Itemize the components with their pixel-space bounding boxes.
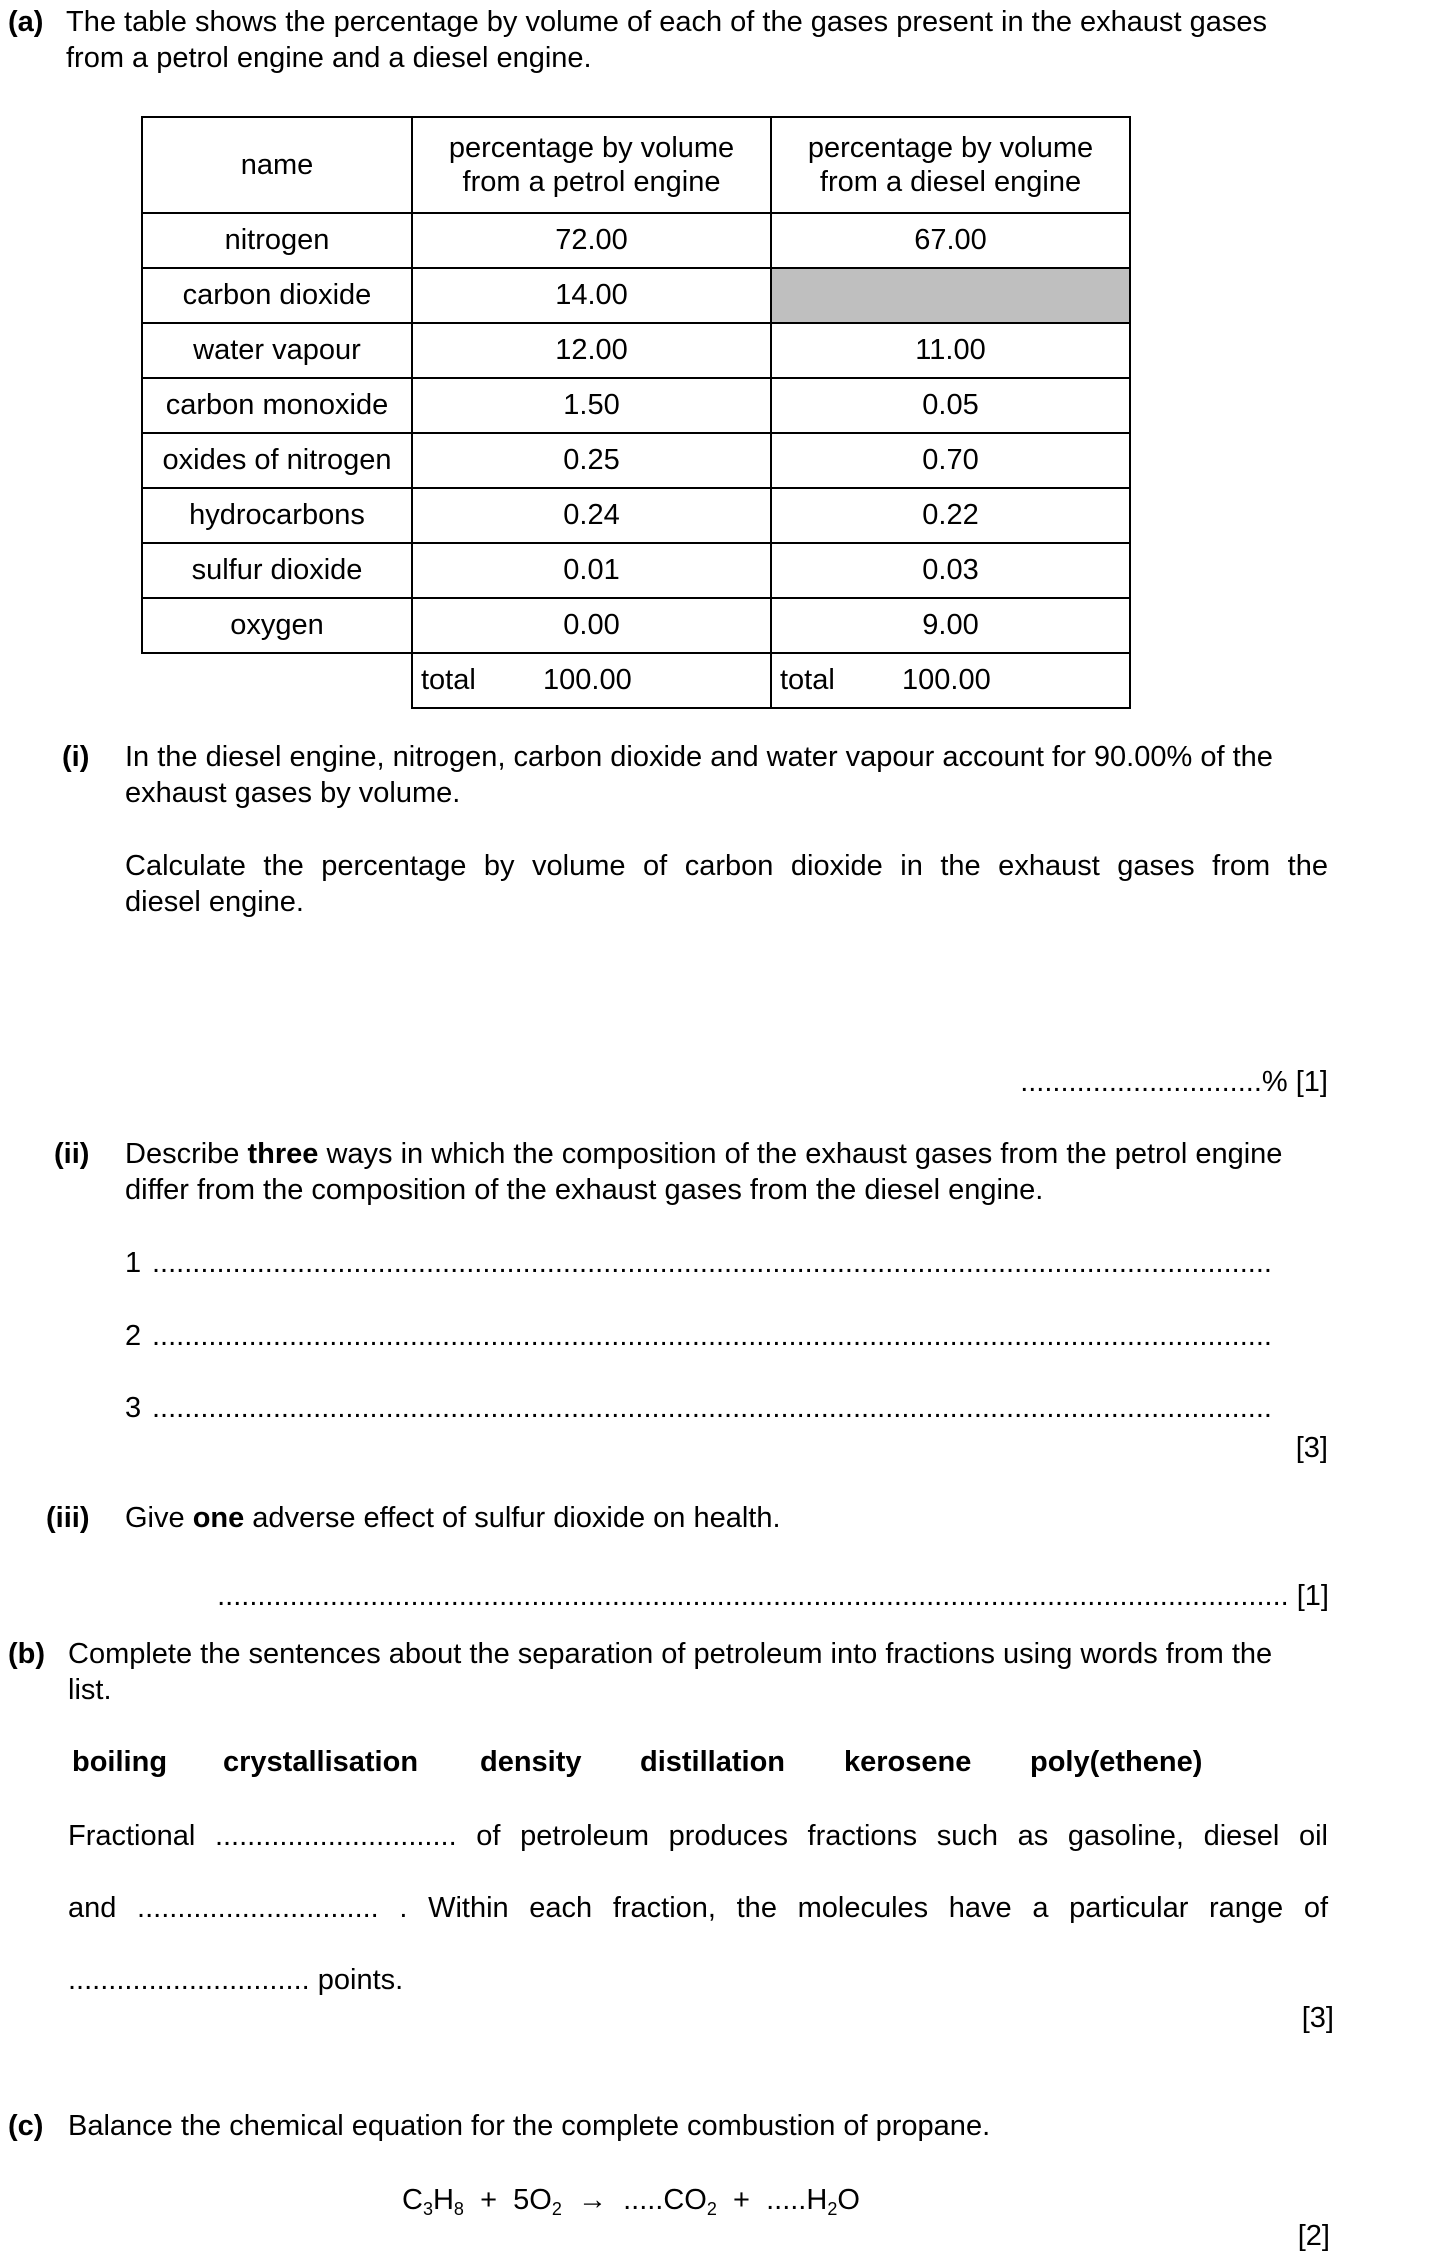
word-distillation: distillation bbox=[640, 1746, 785, 1778]
cell-name: carbon dioxide bbox=[142, 268, 412, 323]
cell-diesel: 0.03 bbox=[771, 543, 1130, 598]
table-row bbox=[142, 268, 1130, 323]
cell-name: sulfur dioxide bbox=[142, 543, 412, 598]
part-a-intro-line2: from a petrol engine and a diesel engine. bbox=[66, 42, 592, 74]
cell-name: water vapour bbox=[142, 323, 412, 378]
cell-name: oxygen bbox=[142, 598, 412, 653]
word-boiling: boiling bbox=[72, 1746, 168, 1778]
cell-petrol: 72.00 bbox=[412, 213, 771, 268]
answer-num-2: 2 bbox=[125, 1320, 142, 1352]
table-row bbox=[142, 543, 1130, 598]
sentence-2: and .............................. . Within each fraction, the molecules have a particular range of bbox=[68, 1892, 1328, 1924]
answer-num-1: 1 bbox=[125, 1247, 142, 1279]
diesel-total-value: 100.00 bbox=[902, 664, 991, 696]
cell-diesel: 0.22 bbox=[771, 488, 1130, 543]
part-a-intro-line1: The table shows the percentage by volume of each of the gases present in the exhaust gases bbox=[66, 6, 1268, 38]
petrol-total-cell bbox=[412, 653, 771, 708]
cell-name: oxides of nitrogen bbox=[142, 433, 412, 488]
q-i-line1: In the diesel engine, nitrogen, carbon dioxide and water vapour account for 90.00% of the bbox=[125, 741, 1273, 773]
q-iii-line-pre: Give bbox=[125, 1502, 193, 1534]
q-i-answer-line[interactable]: ..............................% [1] bbox=[1020, 1066, 1328, 1098]
cell-diesel: 9.00 bbox=[771, 598, 1130, 653]
answer-line-1[interactable]: ........................................................................................................................................... bbox=[152, 1247, 1272, 1279]
eq-co2-sub: 2 bbox=[706, 2199, 717, 2219]
answer-line-3[interactable]: ........................................................................................................................................... bbox=[152, 1392, 1272, 1424]
answer-line-2[interactable]: ........................................................................................................................................... bbox=[152, 1320, 1272, 1352]
q-ii-label: (ii) bbox=[54, 1138, 90, 1170]
table-row bbox=[142, 323, 1130, 378]
cell-diesel-shaded bbox=[771, 268, 1130, 323]
eq-o2: 5O bbox=[513, 2184, 552, 2216]
part-c-marks: [2] bbox=[1297, 2220, 1330, 2252]
word-kerosene: kerosene bbox=[844, 1746, 972, 1778]
header-petrol-line1: percentage by volume bbox=[448, 132, 735, 164]
eq-h-sub: 8 bbox=[453, 2199, 464, 2219]
sentence-3: .............................. points. bbox=[68, 1964, 404, 1996]
header-petrol-line2: from a petrol engine bbox=[462, 166, 721, 198]
q-ii-line1-bold: three bbox=[247, 1138, 319, 1170]
cell-petrol: 14.00 bbox=[412, 268, 771, 323]
q-i-line4: diesel engine. bbox=[125, 886, 304, 918]
q-iii-line bbox=[125, 1500, 781, 1536]
table-row bbox=[142, 433, 1130, 488]
q-i-line3: Calculate the percentage by volume of carbon dioxide in the exhaust gases from the bbox=[125, 850, 1328, 882]
word-polyethene: poly(ethene) bbox=[1030, 1746, 1203, 1778]
header-petrol bbox=[412, 117, 771, 213]
cell-petrol: 0.00 bbox=[412, 598, 771, 653]
petrol-total-label: total bbox=[421, 664, 476, 696]
word-crystallisation: crystallisation bbox=[223, 1746, 419, 1778]
eq-h2o-o: O bbox=[837, 2184, 860, 2216]
diesel-total-cell bbox=[771, 653, 1130, 708]
cell-diesel: 0.05 bbox=[771, 378, 1130, 433]
exhaust-gas-table bbox=[141, 116, 1131, 709]
cell-name: carbon monoxide bbox=[142, 378, 412, 433]
q-iii-label: (iii) bbox=[46, 1502, 90, 1534]
part-b-line2: list. bbox=[68, 1674, 112, 1706]
cell-petrol: 0.24 bbox=[412, 488, 771, 543]
header-diesel bbox=[771, 117, 1130, 213]
part-b-line1: Complete the sentences about the separation of petroleum into fractions using words from the bbox=[68, 1638, 1273, 1670]
eq-c: C bbox=[402, 2184, 423, 2216]
eq-plus-1: + bbox=[480, 2184, 497, 2216]
q-i-label: (i) bbox=[62, 741, 90, 773]
word-density: density bbox=[480, 1746, 582, 1778]
part-c-line: Balance the chemical equation for the complete combustion of propane. bbox=[68, 2110, 991, 2142]
q-ii-line2: differ from the composition of the exhaust gases from the diesel engine. bbox=[125, 1174, 1044, 1206]
cell-diesel: 11.00 bbox=[771, 323, 1130, 378]
q-ii-line1-post: ways in which the composition of the exhaust gases from the petrol engine bbox=[318, 1138, 1283, 1170]
q-i-line2: exhaust gases by volume. bbox=[125, 777, 461, 809]
part-a-label: (a) bbox=[8, 6, 44, 38]
header-diesel-line2: from a diesel engine bbox=[819, 166, 1082, 198]
cell-petrol: 12.00 bbox=[412, 323, 771, 378]
cell-diesel: 0.70 bbox=[771, 433, 1130, 488]
table-row bbox=[142, 488, 1130, 543]
table-total-row bbox=[142, 653, 1130, 708]
cell-petrol: 0.25 bbox=[412, 433, 771, 488]
table-header-row bbox=[142, 117, 1130, 213]
eq-c-sub: 3 bbox=[422, 2199, 433, 2219]
table-row bbox=[142, 378, 1130, 433]
q-ii-line1-pre: Describe bbox=[125, 1138, 248, 1170]
cell-name: nitrogen bbox=[142, 213, 412, 268]
answer-num-3: 3 bbox=[125, 1392, 142, 1424]
eq-h2o-blank[interactable]: .....H bbox=[766, 2184, 828, 2216]
eq-h2o-sub: 2 bbox=[827, 2199, 838, 2219]
q-iii-answer-line[interactable]: ..................................................................................................................................... [1] bbox=[217, 1580, 1329, 1612]
eq-co2-blank[interactable]: .....CO bbox=[623, 2184, 707, 2216]
eq-o2-sub: 2 bbox=[551, 2199, 562, 2219]
q-ii-line1 bbox=[125, 1136, 1282, 1172]
eq-h: H bbox=[432, 2184, 454, 2216]
part-b-marks: [3] bbox=[1301, 2002, 1334, 2034]
petrol-total-value: 100.00 bbox=[543, 664, 632, 696]
cell-diesel: 67.00 bbox=[771, 213, 1130, 268]
table-row bbox=[142, 598, 1130, 653]
total-blank-cell bbox=[142, 653, 412, 708]
q-ii-marks: [3] bbox=[1295, 1432, 1328, 1464]
combustion-equation bbox=[402, 2182, 860, 2218]
eq-arrow: → bbox=[577, 2184, 607, 2216]
cell-petrol: 1.50 bbox=[412, 378, 771, 433]
q-iii-line-bold: one bbox=[192, 1502, 245, 1534]
sentence-1: Fractional .............................. of petroleum produces fractions such as gasoline, diesel oil bbox=[68, 1820, 1328, 1852]
header-diesel-line1: percentage by volume bbox=[807, 132, 1094, 164]
cell-petrol: 0.01 bbox=[412, 543, 771, 598]
part-b-label: (b) bbox=[8, 1638, 46, 1670]
part-c-label: (c) bbox=[8, 2110, 44, 2142]
header-name: name bbox=[142, 117, 412, 213]
q-iii-line-post: adverse effect of sulfur dioxide on health. bbox=[244, 1502, 781, 1534]
eq-plus-2: + bbox=[733, 2184, 750, 2216]
table-row bbox=[142, 213, 1130, 268]
cell-name: hydrocarbons bbox=[142, 488, 412, 543]
diesel-total-label: total bbox=[780, 664, 835, 696]
